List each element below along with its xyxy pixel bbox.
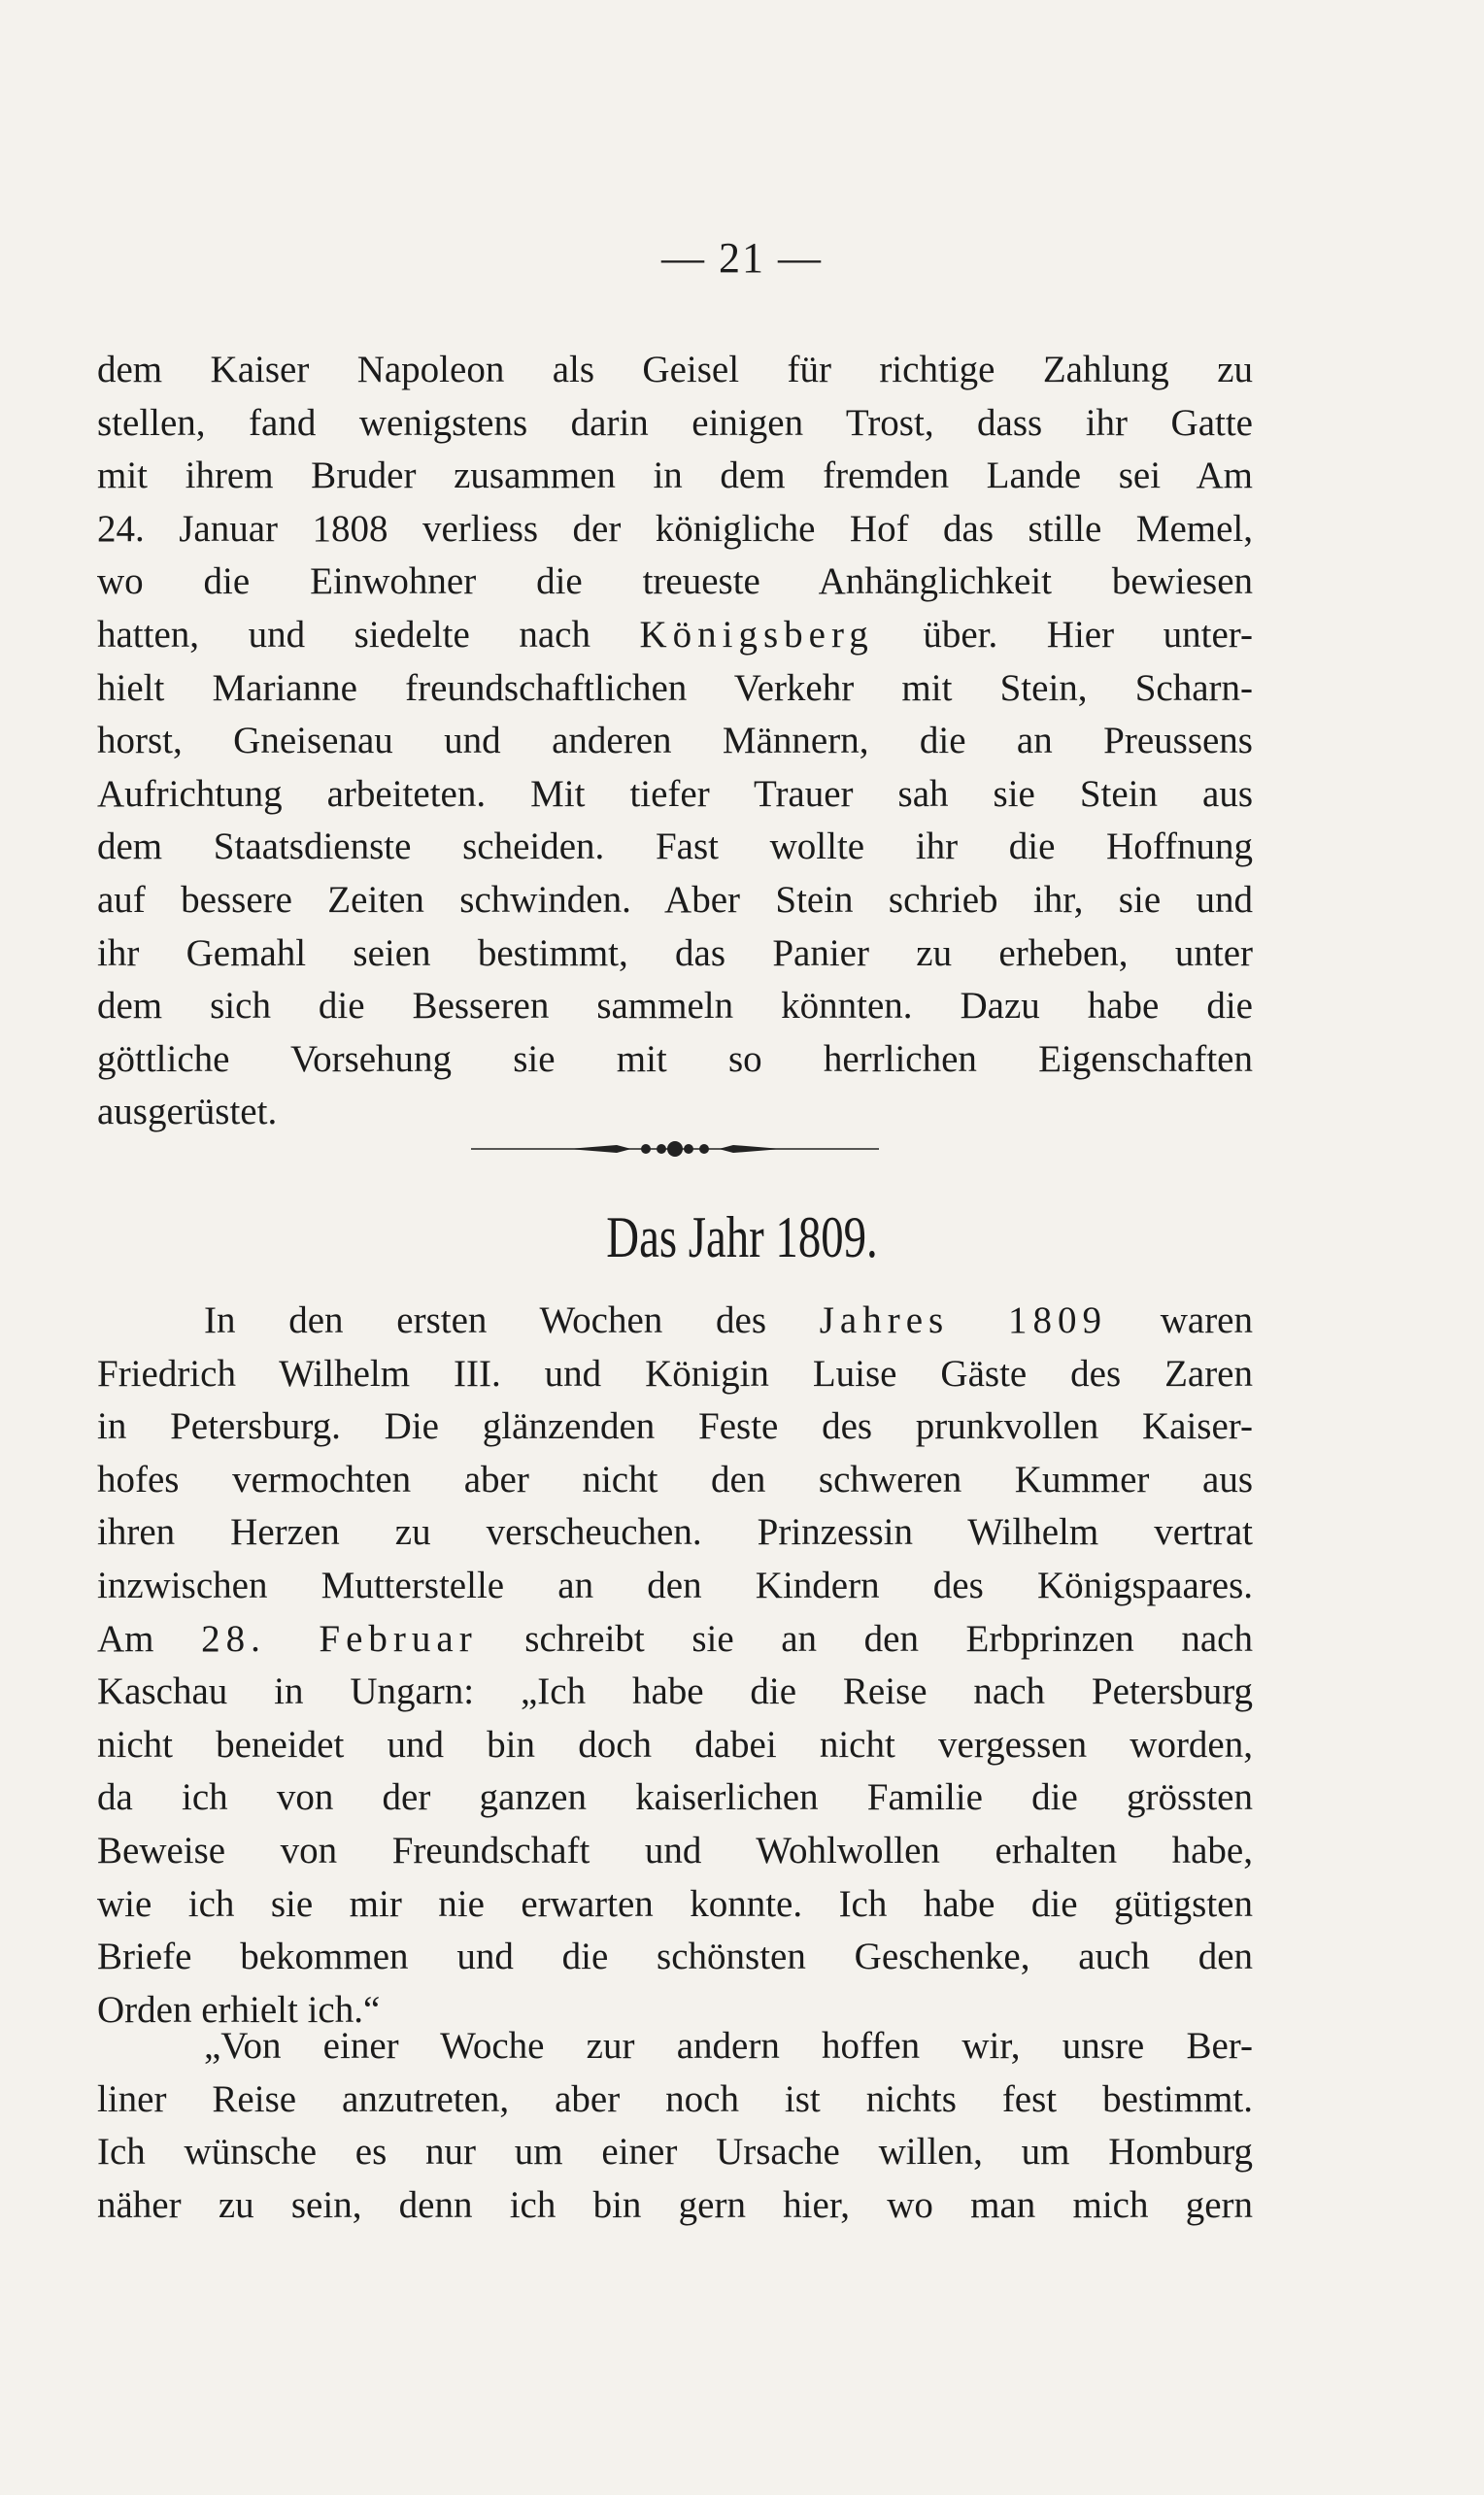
section-heading: Das Jahr 1809. xyxy=(606,1205,878,1269)
text-line: ihr Gemahl seien bestimmt, das Panier zu erheben, unter xyxy=(97,931,1253,974)
text-line: liner Reise anzutreten, aber noch ist nichts fest bestimmt. xyxy=(97,2077,1253,2120)
text-line: hielt Marianne freundschaftlichen Verkehr mit Stein, Scharn- xyxy=(97,666,1253,709)
text-line: dem Kaiser Napoleon als Geisel für richtige Zahlung zu xyxy=(97,349,1253,390)
text-line: göttliche Vorsehung sie mit so herrlichen Eigenschaften xyxy=(97,1037,1253,1080)
text-line: dem Staatsdienste scheiden. Fast wollte ihr die Hoffnung xyxy=(97,826,1253,868)
text-segment: über. Hier unter- xyxy=(873,613,1253,656)
text-line: ihren Herzen zu verscheuchen. Prinzessin Wilhelm vertrat xyxy=(97,1511,1253,1554)
text-line xyxy=(97,609,1253,662)
text-line: Friedrich Wilhelm III. und Königin Luise Gäste des Zaren xyxy=(97,1352,1253,1395)
text-line: wie ich sie mir nie erwarten konnte. Ich habe die gütigsten xyxy=(97,1882,1253,1925)
spaced-word: Jahres 1809 xyxy=(819,1299,1107,1341)
text-line: ausgerüstet. xyxy=(97,1091,278,1133)
page-number: — 21 — xyxy=(661,234,823,282)
text-line: näher zu sein, denn ich bin gern hier, wo man mich gern xyxy=(97,2183,1253,2226)
paragraph-1 xyxy=(97,344,1253,1139)
text-line: Ich wünsche es nur um einer Ursache willen, um Homburg xyxy=(97,2131,1253,2174)
text-segment: schreibt sie an den Erbprinzen nach xyxy=(477,1617,1253,1660)
text-line xyxy=(97,1613,1253,1667)
text-line xyxy=(97,1295,1253,1348)
text-line: Beweise von Freundschaft und Wohlwollen erhalten habe, xyxy=(97,1829,1253,1871)
text-line: „Von einer Woche zur andern hoffen wir, unsre Ber- xyxy=(204,2025,1253,2067)
text-line: hofes vermochten aber nicht den schweren Kummer aus xyxy=(97,1458,1253,1500)
text-line: inzwischen Mutterstelle an den Kindern des Königspaares. xyxy=(97,1564,1253,1606)
text-segment: hatten, und siedelte nach xyxy=(97,613,640,656)
text-segment: Am xyxy=(97,1617,202,1660)
paragraph-3 xyxy=(97,2020,1253,2232)
text-line: da ich von der ganzen kaiserlichen Familie die grössten xyxy=(97,1776,1253,1819)
spaced-word: 28. Februar xyxy=(201,1617,478,1660)
text-line: Briefe bekommen und die schönsten Geschenke, auch den xyxy=(97,1936,1253,1978)
text-segment: waren xyxy=(1106,1299,1253,1341)
text-line: Orden erhielt ich.“ xyxy=(97,1988,381,2031)
text-line: dem sich die Besseren sammeln könnten. Dazu habe die xyxy=(97,985,1253,1028)
paragraph-2 xyxy=(97,1295,1253,2037)
ornament-divider xyxy=(471,1134,879,1163)
text-line: in Petersburg. Die glänzenden Feste des prunkvollen Kaiser- xyxy=(97,1405,1253,1448)
text-line: Kaschau in Ungarn: „Ich habe die Reise nach Petersburg xyxy=(97,1670,1253,1713)
text-line: mit ihrem Bruder zusammen in dem fremden Lande sei Am xyxy=(97,455,1253,497)
text-line: Aufrichtung arbeiteten. Mit tiefer Trauer sah sie Stein aus xyxy=(97,772,1253,815)
text-line: nicht beneidet und bin doch dabei nicht vergessen worden, xyxy=(97,1723,1253,1766)
text-line: stellen, fand wenigstens darin einigen Trost, dass ihr Gatte xyxy=(97,401,1253,444)
spaced-word: Königsberg xyxy=(639,613,874,656)
text-line: 24. Januar 1808 verliess der königliche Hof das stille Memel, xyxy=(97,507,1253,550)
text-line: auf bessere Zeiten schwinden. Aber Stein schrieb ihr, sie und xyxy=(97,878,1253,921)
text-segment: In den ersten Wochen des xyxy=(204,1299,820,1341)
text-line: horst, Gneisenau und anderen Männern, die an Preussens xyxy=(97,720,1253,762)
text-line: wo die Einwohner die treueste Anhänglichkeit bewiesen xyxy=(97,560,1253,603)
